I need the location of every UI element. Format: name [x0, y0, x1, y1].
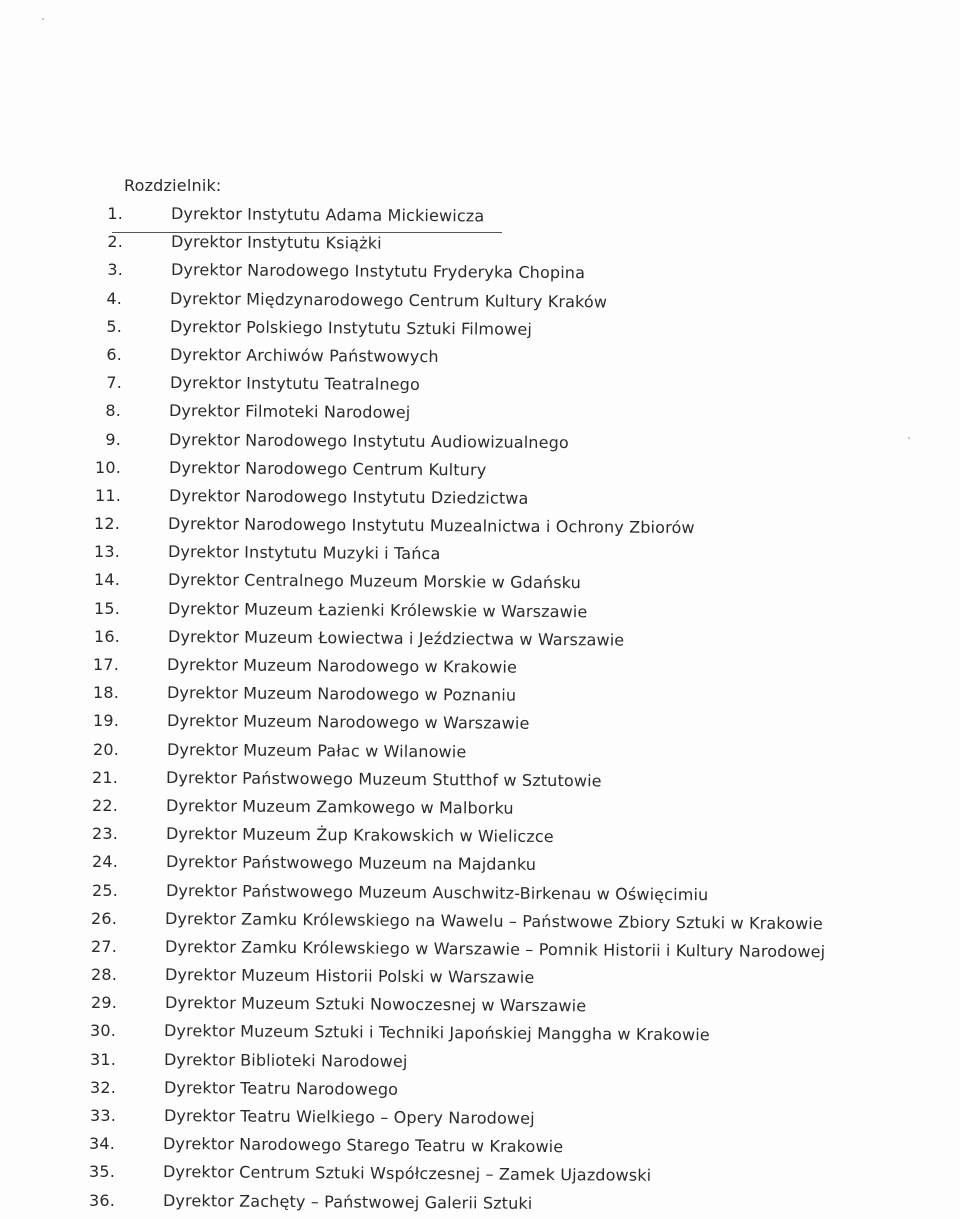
list-item: [0, 570, 960, 598]
distribution-list-heading: Rozdzielnik:: [124, 176, 222, 195]
list-item: [0, 345, 960, 373]
list-item: [0, 1134, 960, 1162]
item-number: 9.: [105, 429, 121, 449]
list-item: [0, 232, 960, 260]
item-text: Dyrektor Narodowego Instytutu Fryderyka Chopina: [170, 260, 586, 283]
item-text: Dyrektor Muzeum Narodowego w Poznaniu: [166, 683, 517, 705]
list-item: [0, 768, 960, 796]
item-number: 24.: [91, 852, 118, 872]
item-number: 33.: [89, 1106, 116, 1125]
list-item: [0, 289, 960, 317]
list-item: [0, 1106, 960, 1134]
list-item: [0, 204, 960, 232]
item-text: Dyrektor Państwowego Muzeum Stutthof w Sztutowie: [165, 767, 602, 791]
item-number: 22.: [91, 795, 118, 815]
list-item: [0, 514, 960, 542]
item-text: Dyrektor Zamku Królewskiego w Warszawie – Pomnik Historii i Kultury Narodowej: [164, 936, 826, 962]
scan-speck: [42, 18, 44, 20]
item-number: 3.: [107, 260, 123, 280]
list-item: [0, 1078, 960, 1106]
item-number: 13.: [93, 542, 120, 562]
item-text: Dyrektor Muzeum Sztuki Nowoczesnej w Warszawie: [164, 993, 587, 1016]
item-text: Dyrektor Narodowego Centrum Kultury: [168, 457, 487, 480]
list-item: [0, 486, 960, 514]
item-number: 17.: [92, 655, 119, 674]
item-number: 10.: [94, 457, 121, 477]
item-number: 6.: [106, 344, 122, 364]
list-item: [0, 655, 960, 683]
item-number: 5.: [106, 316, 122, 336]
item-number: 23.: [91, 824, 118, 844]
item-text: Dyrektor Biblioteki Narodowej: [163, 1049, 408, 1071]
list-item: [0, 627, 960, 655]
item-number: 4.: [106, 288, 122, 308]
item-number: 15.: [93, 598, 120, 618]
item-text: Dyrektor Narodowego Instytutu Dziedzictwa: [168, 485, 529, 508]
item-text: Dyrektor Teatru Narodowego: [163, 1077, 399, 1099]
list-item: [0, 458, 960, 486]
item-number: 19.: [92, 711, 119, 731]
list-item: [0, 993, 960, 1021]
item-text: Dyrektor Zachęty – Państwowej Galerii Sztuki: [162, 1190, 533, 1213]
item-text: Dyrektor Muzeum Łowiectwa i Jeździectwa w Warszawie: [167, 626, 625, 650]
item-number: 21.: [91, 767, 118, 787]
item-text: Dyrektor Instytutu Książki: [170, 232, 382, 253]
list-item: [0, 1162, 960, 1190]
item-number: 12.: [93, 514, 120, 534]
item-number: 16.: [93, 626, 120, 646]
list-item: [0, 599, 960, 627]
item-number: 1.: [107, 204, 123, 223]
item-text: Dyrektor Zamku Królewskiego na Wawelu – Państwowe Zbiory Sztuki w Krakowie: [164, 908, 824, 933]
item-number: 28.: [90, 965, 117, 985]
item-text: Dyrektor Muzeum Pałac w Wilanowie: [166, 739, 467, 761]
item-number: 25.: [91, 880, 118, 900]
item-number: 8.: [105, 401, 121, 421]
list-item: [0, 909, 960, 937]
item-number: 11.: [94, 485, 121, 505]
item-number: 30.: [89, 1021, 116, 1041]
item-text: Dyrektor Archiwów Państwowych: [169, 344, 439, 367]
list-item: [0, 683, 960, 711]
item-text: Dyrektor Muzeum Sztuki i Techniki Japońskiej Manggha w Krakowie: [163, 1021, 710, 1045]
list-item: [0, 711, 960, 739]
item-number: 7.: [106, 373, 122, 393]
list-item: [0, 937, 960, 965]
list-item: [0, 852, 960, 880]
item-number: 36.: [88, 1190, 115, 1210]
item-text: Dyrektor Muzeum Łazienki Królewskie w Warszawie: [167, 598, 588, 621]
item-number: 20.: [92, 739, 119, 759]
item-text: Dyrektor Państwowego Muzeum Auschwitz-Birkenau w Oświęcimiu: [165, 880, 709, 904]
item-text: Dyrektor Państwowego Muzeum na Majdanku: [165, 852, 537, 875]
item-number: 26.: [90, 908, 117, 928]
list-item: [0, 401, 960, 429]
item-text: Dyrektor Muzeum Żup Krakowskich w Wieliczce: [165, 824, 554, 847]
item-text: Dyrektor Międzynarodowego Centrum Kultury Kraków: [169, 288, 608, 311]
list-item: [0, 1050, 960, 1078]
item-text: Dyrektor Instytutu Teatralnego: [169, 373, 421, 395]
item-text: Dyrektor Instytutu Muzyki i Tańca: [167, 542, 441, 564]
item-text: Dyrektor Narodowego Starego Teatru w Krakowie: [162, 1134, 564, 1157]
item-text: Dyrektor Muzeum Narodowego w Krakowie: [166, 655, 518, 677]
item-number: 2.: [107, 232, 123, 252]
list-item: [0, 740, 960, 768]
item-number: 27.: [90, 936, 117, 956]
item-number: 32.: [89, 1077, 116, 1097]
item-text: Dyrektor Polskiego Instytutu Sztuki Filmowej: [169, 316, 533, 339]
list-item: [0, 881, 960, 909]
item-text: Dyrektor Muzeum Zamkowego w Malborku: [165, 795, 514, 818]
item-text: Dyrektor Muzeum Narodowego w Warszawie: [166, 711, 530, 734]
item-text: Dyrektor Muzeum Historii Polski w Warszawie: [164, 965, 535, 987]
list-item: [0, 373, 960, 401]
item-number: 35.: [88, 1162, 115, 1182]
item-text: Dyrektor Centralnego Muzeum Morskie w Gdańsku: [167, 570, 582, 593]
list-item: [0, 542, 960, 570]
item-number: 34.: [88, 1134, 115, 1154]
item-text: Dyrektor Teatru Wielkiego – Opery Narodowej: [163, 1106, 535, 1128]
list-item: [0, 824, 960, 852]
list-item: [0, 965, 960, 993]
item-text: Dyrektor Filmoteki Narodowej: [168, 401, 411, 423]
list-item: [0, 1191, 960, 1219]
item-text: Dyrektor Instytutu Adama Mickiewicza: [170, 204, 485, 226]
list-item: [0, 260, 960, 288]
item-number: 29.: [90, 993, 117, 1013]
list-item: [0, 317, 960, 345]
item-number: 31.: [89, 1049, 116, 1069]
list-item: [0, 1021, 960, 1049]
item-number: 18.: [92, 683, 119, 703]
list-item: [0, 796, 960, 824]
item-text: Dyrektor Centrum Sztuki Współczesnej – Zamek Ujazdowski: [162, 1162, 652, 1186]
item-text: Dyrektor Narodowego Instytutu Muzealnictwa i Ochrony Zbiorów: [167, 514, 695, 538]
distribution-list: [0, 204, 960, 1219]
item-number: 14.: [93, 570, 120, 590]
item-text: Dyrektor Narodowego Instytutu Audiowizualnego: [168, 429, 569, 452]
list-item: [0, 430, 960, 458]
